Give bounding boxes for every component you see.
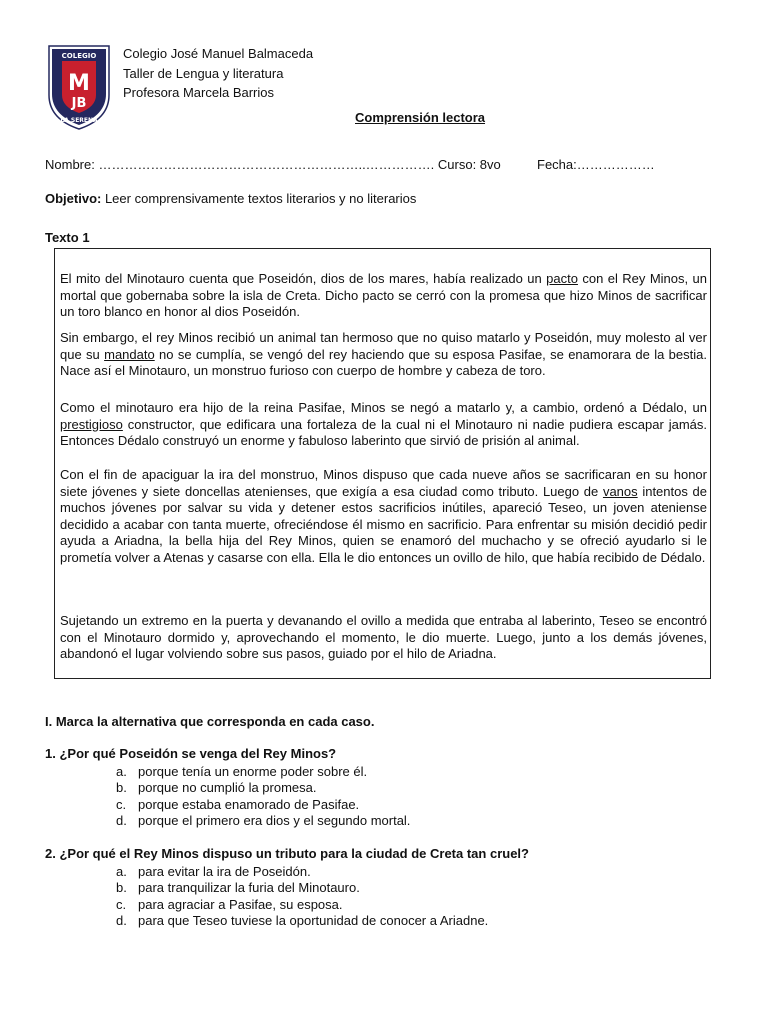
question-2: 2. ¿Por qué el Rey Minos dispuso un tributo para la ciudad de Creta tan cruel? (45, 846, 529, 861)
question-1-options (116, 764, 410, 830)
text-label: Texto 1 (45, 230, 90, 245)
section-title: I. Marca la alternativa que corresponda en cada caso. (45, 714, 375, 729)
svg-text:COLEGIO: COLEGIO (61, 52, 97, 60)
option-1a: a. porque tenía un enorme poder sobre él. (116, 764, 368, 779)
school-crest-logo (45, 43, 113, 131)
question-1: 1. ¿Por qué Poseidón se venga del Rey Minos? (45, 746, 337, 761)
vocab-word-pacto: pacto (546, 271, 578, 286)
vocab-word-vanos: vanos (602, 483, 638, 499)
page-title: Comprensión lectora (355, 110, 486, 125)
option-2a: a. para evitar la ira de Poseidón. (116, 864, 311, 879)
vocab-word-prestigioso: prestigioso (60, 416, 123, 432)
option-1c: c. porque estaba enamorado de Pasifae. (116, 796, 360, 812)
objective-text: Leer comprensivamente textos literarios y no literarios (101, 191, 417, 206)
objective-label: Objetivo: (45, 191, 102, 206)
paragraph-3: Como el minotauro era hijo de la reina Pasifae, Minos se negó a matarlo y, a cambio, ordenó a Dédalo, un prestigioso constructor, que edificara una fortaleza de la cual ni el Minotauro ni nadie pudiera escapar jamás. Entonces Dédalo construyó un enorme y fabuloso laberinto que sirvió de prisión al animal. (60, 400, 707, 449)
option-2b: b. para tranquilizar la furia del Minotauro. (116, 880, 360, 896)
question-2-options (116, 864, 488, 930)
teacher-name: Profesora Marcela Barrios (123, 85, 274, 100)
paragraph-5: Sujetando un extremo en la puerta y devanando el ovillo a medida que entraba al laberinto, Teseo se encontró con el Minotauro dormido y, aprovechando el momento, le dio muerte. Luego, junto a los demás jóvenes, abandonó el lugar volviendo sobre sus pasos, guiado por el hilo de Ariadna. (60, 613, 707, 662)
paragraph-4: Con el fin de apaciguar la ira del monstruo, Minos dispuso que cada nueve años se sacrificaran en su honor siete jóvenes y siete doncellas atenienses, que exigía a esa ciudad como tributo. Luego de vanos intentos de muchos jóvenes por salvar su vida y detener estos sacrificios inútiles, apareció Teseo, un joven ateniense decidido a acabar con tanta muerte, ofreciéndose él mismo en sacrificio. Para enfrentar su misión decidió pedir ayuda a Ariadna, la bella hija del Rey Minos, quien se enamoró del muchacho y se ofreció ayudarlo si le prometía volver a Atenas y casarse con ella. Ella le dio entonces un ovillo de hilo, que había recibido de Dédalo. (60, 467, 708, 565)
svg-text:JB: JB (71, 96, 87, 111)
paragraph-1: El mito del Minotauro cuenta que Poseidón, dios de los mares, había realizado un pacto con el Rey Minos, un mortal que gobernaba sobre la isla de Creta. Dicho pacto se cerró con la promesa que hizo Minos de sacrificar un toro blanco en honor al dios Poseidón. (60, 271, 707, 320)
option-2c: c. para agraciar a Pasifae, su esposa. (116, 896, 343, 912)
paragraph-2: Sin embargo, el rey Minos recibió un animal tan hermoso que no quiso matarlo y Poseidón, muy molesto al ver que su mandato no se cumplía, se vengó del rey haciendo que su esposa Pasifae, se enamorara de la bestia. Nace así el Minotauro, un monstruo furioso con cuerpo de hombre y cabeza de toro. (60, 330, 707, 379)
name-course-field: Nombre: ……………………………………………………..……………. Curso: 8vo (45, 157, 501, 172)
svg-text:M: M (68, 71, 90, 96)
option-2d: d. para que Teseo tuviese la oportunidad de conocer a Ariadne. (116, 913, 489, 929)
workshop-name: Taller de Lengua y literatura (123, 66, 284, 81)
date-field: Fecha:……………… (537, 157, 655, 172)
school-name: Colegio José Manuel Balmaceda (123, 46, 314, 61)
option-1b: b. porque no cumplió la promesa. (116, 780, 317, 796)
option-1d: d. porque el primero era dios y el segundo mortal. (116, 813, 411, 829)
objective (45, 191, 416, 206)
vocab-word-mandato: mandato (104, 346, 155, 362)
svg-text:LA SERENA: LA SERENA (60, 117, 98, 124)
